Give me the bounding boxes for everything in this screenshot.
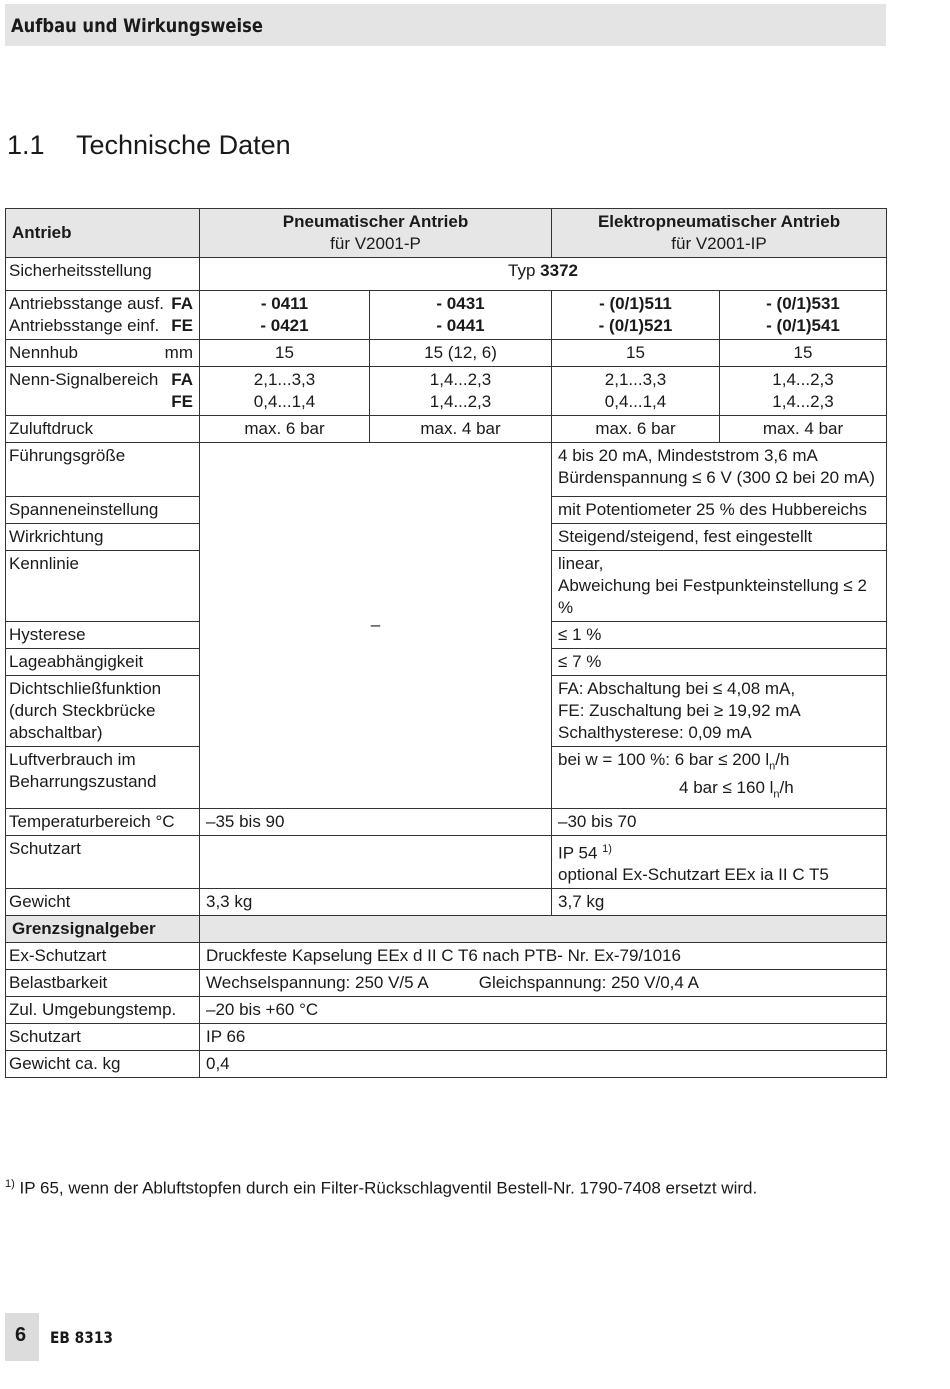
header-bar xyxy=(5,4,886,46)
section-number: 1.1 xyxy=(7,130,45,160)
footnote-text: IP 65, wenn der Abluftstopfen durch ein Filter-Rückschlagventil Bestell-Nr. 1790-7408 ersetzt wird. xyxy=(19,1178,758,1198)
fa-marker: FA xyxy=(171,294,193,313)
luft-label: Luftverbrauch im Beharrungszustand xyxy=(6,747,200,809)
table-row xyxy=(6,889,887,916)
fuehrung-label: Führungsgröße xyxy=(6,443,200,497)
zuluft-cell: max. 6 bar xyxy=(200,416,370,443)
hyst-label: Hysterese xyxy=(6,622,200,649)
dicht-label: Dichtschließfunktion (durch Steckbrücke abschaltbar) xyxy=(6,676,200,747)
not-applicable-cell: – xyxy=(200,443,552,809)
footnote xyxy=(5,1178,757,1199)
hyst-cell: ≤ 1 % xyxy=(552,622,887,649)
wirk-label: Wirkrichtung xyxy=(6,524,200,551)
stange-label xyxy=(6,291,200,340)
sicherheit-label: Sicherheitsstellung xyxy=(6,258,200,291)
schutz2-label: Schutzart xyxy=(6,1024,200,1051)
gewicht-label: Gewicht xyxy=(6,889,200,916)
table-row xyxy=(6,443,887,497)
section-header-row xyxy=(6,916,887,943)
umgeb-label: Zul. Umgebungstemp. xyxy=(6,997,200,1024)
kenn-cell: linear, Abweichung bei Festpunkteinstellung ≤ 2 % xyxy=(552,551,887,622)
signal-cell: 2,1...3,3 0,4...1,4 xyxy=(552,367,720,416)
table-row xyxy=(6,340,887,367)
belast-cell: Wechselspannung: 250 V/5 A Gleichspannung: 250 V/0,4 A xyxy=(200,970,887,997)
signal-cell: 1,4...2,3 1,4...2,3 xyxy=(720,367,887,416)
nennhub-cell: 15 xyxy=(200,340,370,367)
table-row xyxy=(6,997,887,1024)
kenn-label: Kennlinie xyxy=(6,551,200,622)
grenz-label: Grenzsignalgeber xyxy=(6,916,200,943)
nennhub-label: Nennhub mm xyxy=(6,340,200,367)
temp-elek-cell: –30 bis 70 xyxy=(552,808,887,835)
luft-cell: bei w = 100 %: 6 bar ≤ 200 $l_n/h$ 4 bar ≤ 160 $l_n/h$ xyxy=(552,747,887,809)
gewicht-pneu-cell: 3,3 kg xyxy=(200,889,552,916)
zuluft-label: Zuluftdruck xyxy=(6,416,200,443)
table-row xyxy=(6,943,887,970)
footnote-mark: 1) xyxy=(5,1178,15,1190)
table-row xyxy=(6,258,887,291)
typ-value: 3372 xyxy=(540,261,578,280)
nennhub-cell: 15 xyxy=(552,340,720,367)
document-code: EB 8313 xyxy=(50,1328,113,1347)
stange-cell: - (0/1)531 - (0/1)541 xyxy=(720,291,887,340)
pneumatic-header xyxy=(200,209,552,258)
technical-data-table xyxy=(5,208,887,1078)
nennhub-cell: 15 (12, 6) xyxy=(370,340,552,367)
typ-prefix: Typ xyxy=(508,261,541,280)
gewicht-elek-cell: 3,7 kg xyxy=(552,889,887,916)
ex-cell: Druckfeste Kapselung EEx d II C T6 nach PTB- Nr. Ex-79/1016 xyxy=(200,943,887,970)
spanne-label: Spanneneinstellung xyxy=(6,497,200,524)
gewicht2-cell: 0,4 xyxy=(200,1051,887,1078)
schutz-label: Schutzart xyxy=(6,835,200,889)
pneumatic-title: Pneumatischer Antrieb xyxy=(282,212,469,231)
signal-cell: 1,4...2,3 1,4...2,3 xyxy=(370,367,552,416)
wirk-cell: Steigend/steigend, fest eingestellt xyxy=(552,524,887,551)
electropneumatic-header xyxy=(552,209,887,258)
chapter-title: Aufbau und Wirkungsweise xyxy=(11,15,263,37)
table-row xyxy=(6,416,887,443)
table-row xyxy=(6,1051,887,1078)
zuluft-cell: max. 4 bar xyxy=(720,416,887,443)
table-row xyxy=(6,808,887,835)
temp-label: Temperaturbereich °C xyxy=(6,808,200,835)
gewicht2-label: Gewicht ca. kg xyxy=(6,1051,200,1078)
table-header-row xyxy=(6,209,887,258)
belast-label: Belastbarkeit xyxy=(6,970,200,997)
lage-cell: ≤ 7 % xyxy=(552,649,887,676)
zuluft-cell: max. 6 bar xyxy=(552,416,720,443)
signal-label: Nenn-Signalbereich FA FE xyxy=(6,367,200,416)
fuehrung-cell: 4 bis 20 mA, Mindeststrom 3,6 mA Bürdenspannung ≤ 6 V (300 Ω bei 20 mA) xyxy=(552,443,887,497)
stange-ausf-label: Antriebsstange ausf. xyxy=(9,294,164,313)
zuluft-cell: max. 4 bar xyxy=(370,416,552,443)
stange-cell: - (0/1)511 - (0/1)521 xyxy=(552,291,720,340)
antrieb-label: Antrieb xyxy=(6,209,200,258)
ex-label: Ex-Schutzart xyxy=(6,943,200,970)
dicht-cell: FA: Abschaltung bei ≤ 4,08 mA, FE: Zuschaltung bei ≥ 19,92 mA Schalthysterese: 0,09 mA xyxy=(552,676,887,747)
schutz-pneu-cell xyxy=(200,835,552,889)
table-row xyxy=(6,291,887,340)
table-row xyxy=(6,367,887,416)
temp-pneu-cell: –35 bis 90 xyxy=(200,808,552,835)
electropneumatic-subtitle: für V2001-IP xyxy=(671,234,767,253)
nennhub-cell: 15 xyxy=(720,340,887,367)
typ-cell xyxy=(200,258,887,291)
stange-cell: - 0411 - 0421 xyxy=(200,291,370,340)
stange-cell: - 0431 - 0441 xyxy=(370,291,552,340)
table-row xyxy=(6,1024,887,1051)
signal-cell: 2,1...3,3 0,4...1,4 xyxy=(200,367,370,416)
pneumatic-subtitle: für V2001-P xyxy=(330,234,421,253)
schutz2-cell: IP 66 xyxy=(200,1024,887,1051)
section-title: Technische Daten xyxy=(76,130,291,160)
schutz-elek-cell: IP 54 $^{1)}$ optional Ex-Schutzart EEx ia II C T5 xyxy=(552,835,887,889)
page-number: 6 xyxy=(15,1324,27,1346)
fe-marker: FE xyxy=(171,316,193,335)
table-row xyxy=(6,835,887,889)
stange-einf-label: Antriebsstange einf. xyxy=(9,316,160,335)
table-row xyxy=(6,970,887,997)
lage-label: Lageabhängigkeit xyxy=(6,649,200,676)
spanne-cell: mit Potentiometer 25 % des Hubbereichs xyxy=(552,497,887,524)
umgeb-cell: –20 bis +60 °C xyxy=(200,997,887,1024)
electropneumatic-title: Elektropneumatischer Antrieb xyxy=(597,212,841,231)
